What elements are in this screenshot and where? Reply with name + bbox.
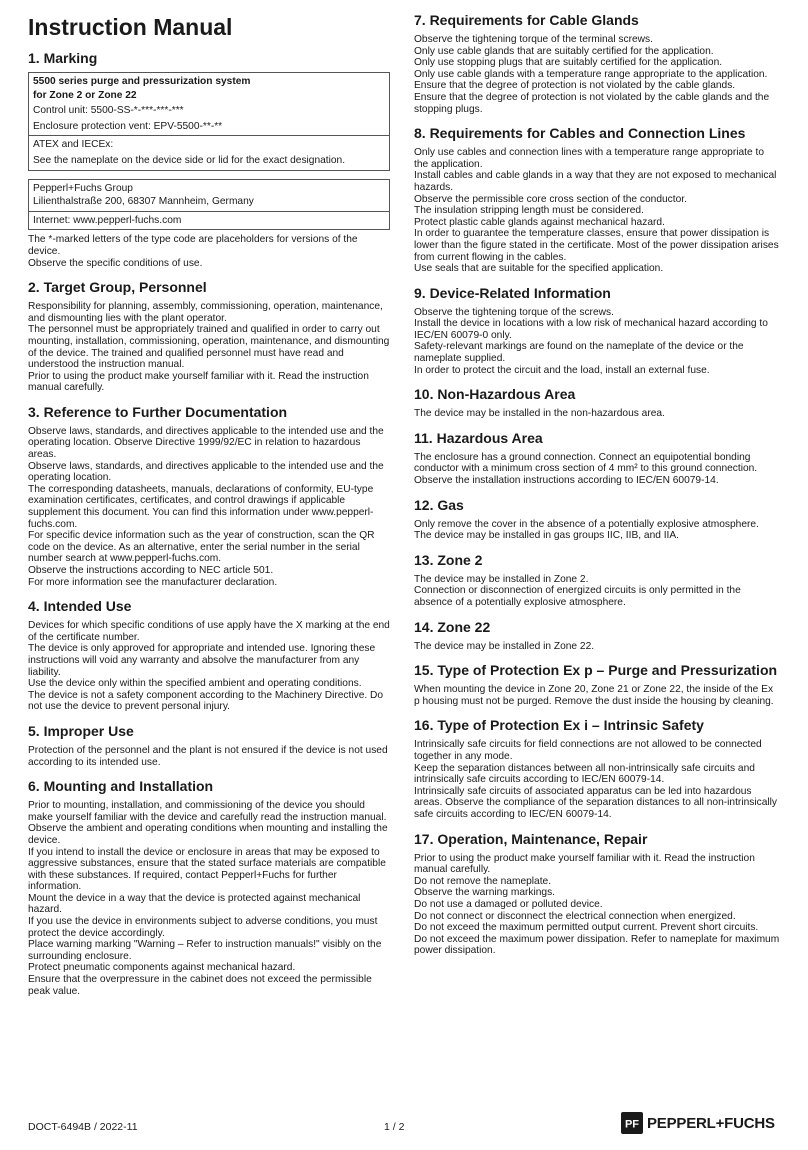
company-row — [29, 180, 389, 212]
paragraph: The insulation stripping length must be considered. — [414, 205, 644, 217]
paragraph: Mount the device in a way that the device is protected against mechanical hazard. — [28, 892, 361, 916]
pf-logo-icon — [621, 1112, 643, 1134]
paragraph: Observe the tightening torque of the terminal screws. — [414, 34, 653, 45]
internet-row — [29, 212, 389, 230]
paragraph: Only remove the cover in the absence of a potentially explosive atmosphere. — [414, 518, 759, 530]
section-intended-use — [28, 598, 390, 713]
section-zone-2 — [414, 552, 780, 609]
logo-text: PEPPERL+FUCHS — [647, 1114, 775, 1132]
protection-vent: Enclosure protection vent: EPV-5500-**-** — [33, 120, 223, 132]
section-mounting — [28, 778, 390, 997]
section-heading: 8. Requirements for Cables and Connection Lines — [414, 125, 746, 142]
section-heading: 7. Requirements for Cable Glands — [414, 12, 639, 28]
left-column — [28, 10, 390, 997]
page-number: 1 / 2 — [384, 1121, 405, 1133]
paragraph: Ensure that the degree of protection is not violated by the cable glands. — [414, 80, 736, 92]
product-line-1: 5500 series purge and pressurization system — [33, 76, 251, 87]
section-heading: 3. Reference to Further Documentation — [28, 403, 288, 420]
section-heading: 14. Zone 22 — [414, 618, 491, 635]
paragraph: Only use stopping plugs that are suitably certified for the application. — [414, 57, 723, 69]
paragraph: The device may be installed in gas groups IIC, IIB, and IIA. — [414, 530, 680, 542]
section-gas — [414, 497, 780, 542]
paragraph: Use seals that are suitable for the specified application. — [414, 263, 664, 275]
section-heading: 13. Zone 2 — [414, 551, 483, 568]
paragraph: The personnel must be appropriately trained and qualified in order to carry out mounting, installation, commissioning, operation, maintenance, and dismounting of the device. The trained and qualified personnel must have read and understood the instruction manual. — [28, 324, 390, 371]
section-heading: 15. Type of Protection Ex p – Purge and Pressurization — [414, 662, 778, 679]
logo-mark-text: PF — [624, 1118, 640, 1131]
section-heading: 6. Mounting and Installation — [28, 778, 214, 795]
paragraph: When mounting the device in Zone 20, Zone 21 or Zone 22, the inside of the Ex p housing must not be purged. Remove the dust inside the housing by cleaning. — [414, 684, 774, 707]
paragraph: The device may be installed in the non-hazardous area. — [414, 408, 665, 420]
section-heading: 10. Non-Hazardous Area — [414, 386, 576, 403]
section-hazardous — [414, 430, 780, 487]
atex-label: ATEX and IECEx: — [33, 139, 114, 151]
paragraph: Do not use a damaged or polluted device. — [414, 898, 603, 910]
right-column — [414, 6, 780, 957]
document-id: DOCT-6494B / 2022-11 — [28, 1121, 138, 1133]
marking-box-company — [28, 179, 390, 231]
paragraph: Intrinsically safe circuits of associated apparatus can be led into hazardous areas. Observe the compliance of the separation distances to all non-intrinsically safe circuits according to IEC/EN 60079-14. — [414, 785, 777, 820]
paragraph: Observe the warning markings. — [414, 887, 555, 899]
product-row — [29, 73, 389, 136]
paragraph: Protection of the personnel and the plant is not ensured if the device is not used according to its intended use. — [28, 744, 388, 768]
paragraph: The enclosure has a ground connection. Connect an equipotential bonding conductor with a minimum cross section of 4 mm² to this ground connection. — [414, 451, 758, 475]
paragraph: Only use cable glands with a temperature range appropriate to the application. — [414, 68, 768, 80]
paragraph: In order to guarantee the temperature classes, ensure that power dissipation is lower than the figure stated in the certificate. Most of the power dissipation arises from current flowing in the cables. — [414, 228, 779, 263]
paragraph: Install the device in locations with a low risk of mechanical hazard according to IEC/EN 60079-0 only. — [414, 318, 768, 341]
paragraph: The device is not a safety component according to the Machinery Directive. Do not use the device to prevent personal injury. — [28, 689, 384, 713]
paragraph: Place warning marking "Warning – Refer to instruction manuals!" visibly on the surrounding enclosure. — [28, 939, 382, 962]
paragraph: Prior to using the product make yourself familiar with it. Read the instruction manual carefully. — [414, 852, 755, 876]
section-operation — [414, 831, 780, 957]
section-heading: 9. Device-Related Information — [414, 284, 611, 301]
paragraph: For more information see the manufacturer declaration. — [28, 576, 278, 588]
paragraph: Keep the separation distances between all non-intrinsically safe circuits and intrinsically safe circuits according to IEC/EN 60079-14. — [414, 762, 755, 786]
paragraph: Do not exceed the maximum power dissipation. Refer to nameplate for maximum power dissipation. — [414, 933, 780, 957]
section-heading: 16. Type of Protection Ex i – Intrinsic Safety — [414, 717, 704, 734]
section-zone-22 — [414, 619, 780, 653]
paragraph: Observe laws, standards, and directives applicable to the intended use and the operating location. — [28, 460, 384, 484]
paragraph: Observe the permissible core cross section of the conductor. — [414, 193, 687, 205]
paragraph: If you intend to install the device or enclosure in areas that may be exposed to aggressive substances, ensure that the stated surface materials are compatible with these substances. If required, contact Pepperl+Fuchs for further information. — [28, 846, 386, 893]
section-non-hazardous — [414, 386, 780, 420]
section-improper-use — [28, 723, 390, 768]
section-heading: 4. Intended Use — [28, 598, 132, 615]
section-ex-p — [414, 662, 780, 707]
document-title: Instruction Manual — [28, 14, 233, 40]
paragraph: Do not connect or disconnect the electrical connection when energized. — [414, 910, 736, 922]
marking-box-product — [28, 72, 390, 171]
paragraph: Connection or disconnection of energized circuits is only permitted in the absence of a potentially explosive atmosphere. — [414, 585, 741, 608]
paragraph: Do not remove the nameplate. — [414, 875, 552, 887]
paragraph: The *-marked letters of the type code are placeholders for versions of the device. — [28, 234, 358, 257]
section-heading: 5. Improper Use — [28, 722, 134, 739]
paragraph: Observe the tightening torque of the screws. — [414, 306, 614, 318]
paragraph: Responsibility for planning, assembly, commissioning, operation, maintenance, and dismounting lies with the plant operator. — [28, 301, 383, 324]
section-device-info — [414, 285, 780, 377]
marking-notes — [28, 234, 390, 269]
paragraph: In order to protect the circuit and the load, install an external fuse. — [414, 364, 710, 376]
paragraph: Install cables and cable glands in a way that they are not exposed to mechanical hazards. — [414, 170, 777, 193]
company-internet: Internet: www.pepperl-fuchs.com — [33, 214, 182, 226]
paragraph: Protect plastic cable glands against mechanical hazard. — [414, 216, 665, 228]
product-line-2: for Zone 2 or Zone 22 — [33, 89, 137, 101]
section-cable-glands — [414, 12, 780, 115]
paragraph: Safety-relevant markings are found on the nameplate of the device or the nameplate supplied. — [414, 341, 744, 365]
company-logo — [621, 1112, 775, 1134]
paragraph: For specific device information such as the year of construction, scan the QR code on the device. As an alternative, enter the serial number in the serial number search at www.pepperl-fuchs.com. — [28, 530, 375, 565]
control-unit: Control unit: 5500-SS-*-***-***-*** — [33, 105, 184, 117]
paragraph: Intrinsically safe circuits for field connections are not allowed to be connected together in any mode. — [414, 739, 762, 762]
section-heading: 2. Target Group, Personnel — [28, 279, 207, 296]
paragraph: Ensure that the overpressure in the cabinet does not exceed the permissible peak value. — [28, 974, 372, 997]
section-heading: 11. Hazardous Area — [414, 429, 543, 446]
section-target-group — [28, 279, 390, 394]
paragraph: Only use cable glands that are suitably certified for the application. — [414, 45, 714, 57]
paragraph: Prior to using the product make yourself familiar with it. Read the instruction manual carefully. — [28, 370, 369, 394]
paragraph: Observe the installation instructions according to IEC/EN 60079-14. — [414, 475, 719, 487]
section-heading: 12. Gas — [414, 496, 464, 513]
paragraph: Prior to mounting, installation, and commissioning of the device you should make yourself familiar with the device and carefully read the instruction manual. — [28, 800, 387, 823]
paragraph: Protect pneumatic components against mechanical hazard. — [28, 962, 296, 974]
paragraph: The device may be installed in Zone 2. — [414, 573, 589, 585]
paragraph: Observe the instructions according to NEC article 501. — [28, 565, 274, 576]
atex-row — [29, 136, 389, 169]
paragraph: Only use cables and connection lines with a temperature range appropriate to the application. — [414, 147, 764, 170]
paragraph: Observe the specific conditions of use. — [28, 257, 203, 269]
paragraph: Use the device only within the specified ambient and operating conditions. — [28, 678, 362, 690]
paragraph: The corresponding datasheets, manuals, declarations of conformity, EU-type examination certificates, certificates, and control drawings if applicable supplement this document. You can find this information under www.pepperl-fuchs.com. — [28, 483, 374, 530]
section-heading-marking: 1. Marking — [28, 50, 98, 66]
company-address: Lilienthalstraße 200, 68307 Mannheim, Germany — [33, 196, 254, 208]
section-heading: 17. Operation, Maintenance, Repair — [414, 830, 648, 847]
nameplate-note: See the nameplate on the device side or lid for the exact designation. — [33, 154, 346, 166]
section-ex-i — [414, 717, 780, 820]
paragraph: The device may be installed in Zone 22. — [414, 640, 595, 652]
paragraph: Do not exceed the maximum permitted output current. Prevent short circuits. — [414, 922, 759, 934]
paragraph: The device is only approved for appropriate and intended use. Ignoring these instructions will void any warranty and absolve the manufacturer from any liability. — [28, 643, 376, 678]
paragraph: If you use the device in environments subject to adverse conditions, you must protect the device accordingly. — [28, 916, 378, 939]
company-name: Pepperl+Fuchs Group — [33, 182, 133, 194]
section-cables — [414, 125, 780, 275]
paragraph: Observe laws, standards, and directives applicable to the intended use and the operating location. Observe Directive 1999/92/EC in relation to hazardous areas. — [28, 425, 384, 461]
section-documentation — [28, 404, 390, 588]
paragraph: Observe the ambient and operating conditions when mounting and installing the device. — [28, 823, 388, 846]
paragraph: Ensure that the degree of protection is not violated by the cable glands and the stopping plugs. — [414, 91, 770, 115]
paragraph: Devices for which specific conditions of use apply have the X marking at the end of the certificate number. — [28, 620, 390, 643]
